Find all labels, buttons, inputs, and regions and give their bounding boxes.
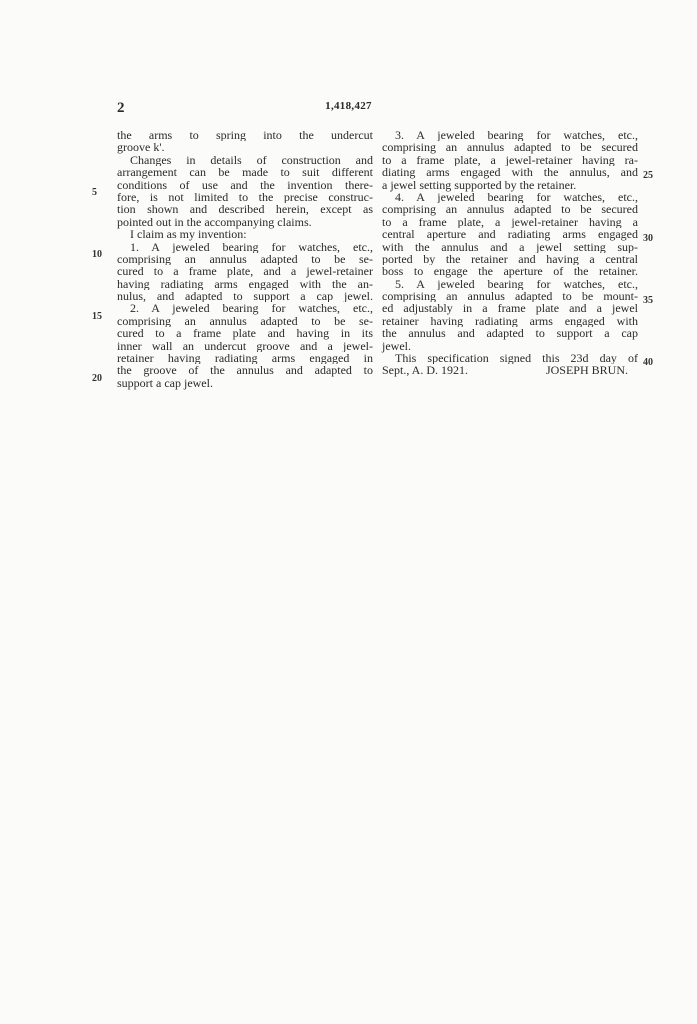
line-number-5: 5 — [92, 187, 97, 198]
text-line: 5. A jeweled bearing for watches, etc., — [395, 277, 638, 291]
signature: JOSEPH BRUN. — [545, 363, 628, 378]
text-line: a jewel setting supported by the retainer. — [382, 177, 577, 192]
text-line: comprising an annulus adapted to be secured — [382, 141, 638, 154]
text-line: pointed out in the accompanying claims. — [117, 214, 312, 229]
text-line: 1. A jeweled bearing for watches, etc., — [130, 240, 373, 253]
text-line: comprising an annulus adapted to be secured — [382, 203, 638, 216]
text-line: 4. A jeweled bearing for watches, etc., — [395, 190, 638, 204]
text-line: having radiating arms engaged with the an- — [117, 277, 373, 291]
text-line: arrangement can be made to suit different — [117, 166, 373, 179]
line-number-40: 40 — [643, 357, 653, 368]
text-line: Sept., A. D. 1921. — [382, 363, 469, 378]
text-line: comprising an annulus adapted to be mount- — [382, 290, 638, 303]
text-line: support a cap jewel. — [117, 375, 213, 390]
line-number-30: 30 — [643, 233, 653, 244]
text-line: with the annulus and a jewel setting sup- — [382, 240, 638, 253]
text-line: nulus, and adapted to support a cap jewel. — [117, 290, 373, 303]
left-text-column — [117, 129, 373, 389]
line-number-25: 25 — [643, 170, 653, 181]
text-line: boss to engage the aperture of the retainer. — [382, 265, 638, 278]
text-line: cured to a frame plate and having in its — [117, 327, 373, 340]
text-line: retainer having radiating arms engaged with — [382, 314, 638, 328]
text-line: central aperture and radiating arms engaged — [382, 228, 638, 241]
line-number-35: 35 — [643, 295, 653, 306]
text-line: comprising an annulus adapted to be se- — [117, 252, 373, 266]
text-line: 2. A jeweled bearing for watches, etc., — [130, 302, 373, 315]
text-line: diating arms engaged with the annulus, and — [382, 166, 638, 179]
right-text-column — [382, 129, 638, 377]
text-line: conditions of use and the invention there- — [117, 178, 373, 191]
text-line: the groove of the annulus and adapted to — [117, 364, 373, 377]
text-line: fore, is not limited to the precise construc- — [117, 190, 373, 204]
text-line: ed adjustably in a frame plate and a jewel — [382, 302, 638, 315]
line-number-20: 20 — [92, 373, 102, 384]
text-line: to a frame plate, a jewel-retainer having ra- — [382, 153, 638, 167]
text-line: the annulus and adapted to support a cap — [382, 327, 638, 340]
page-number: 2 — [117, 100, 125, 116]
text-line: jewel. — [382, 338, 411, 353]
text-line: I claim as my invention: — [130, 227, 247, 242]
line-number-10: 10 — [92, 249, 102, 260]
text-line: Changes in details of construction and — [130, 153, 373, 167]
text-line: retainer having radiating arms engaged in — [117, 352, 373, 365]
text-line: inner wall an undercut groove and a jewel- — [117, 339, 373, 353]
text-line: ported by the retainer and having a central — [382, 252, 638, 266]
text-line: comprising an annulus adapted to be se- — [117, 314, 373, 328]
text-line: cured to a frame plate, and a jewel-retainer — [117, 265, 373, 278]
text-line: This specification signed this 23d day of — [395, 352, 638, 365]
text-line: 3. A jeweled bearing for watches, etc., — [395, 129, 638, 142]
text-line: to a frame plate, a jewel-retainer having a — [382, 215, 638, 229]
text-line: tion shown and described herein, except as — [117, 203, 373, 216]
line-number-15: 15 — [92, 311, 102, 322]
text-line: the arms to spring into the undercut — [117, 129, 373, 142]
text-line: groove k'. — [117, 140, 165, 155]
patent-number: 1,418,427 — [325, 100, 372, 112]
